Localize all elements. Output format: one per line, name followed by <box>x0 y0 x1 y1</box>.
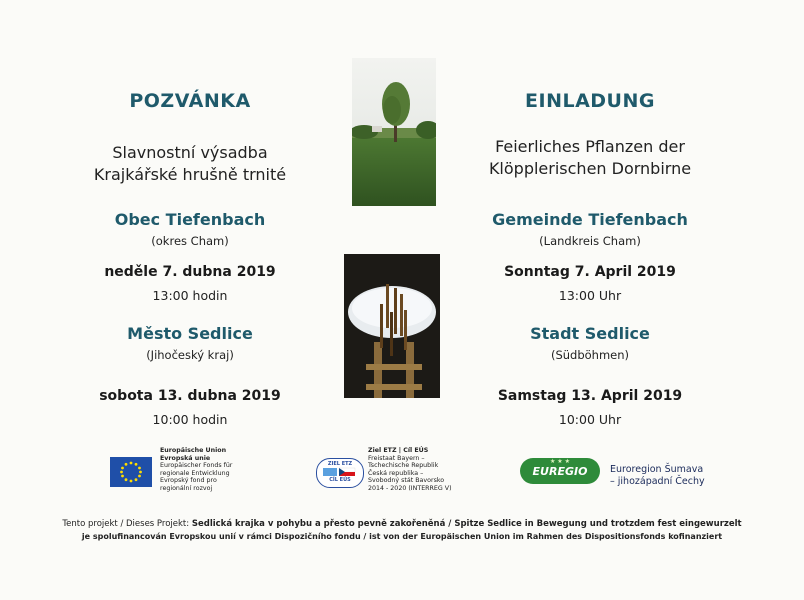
left-time1: 13:00 hodin <box>152 288 228 303</box>
eu-title2: Evropská unie <box>160 454 211 462</box>
left-date2: sobota 13. dubna 2019 <box>99 388 281 404</box>
right-region1: (Landkreis Cham) <box>539 234 641 248</box>
left-date1: neděle 7. dubna 2019 <box>104 264 276 280</box>
left-region2: (Jihočeský kraj) <box>146 348 234 362</box>
euregio-logo-text <box>610 464 750 488</box>
right-date2: Samstag 13. April 2019 <box>497 388 683 404</box>
ziel-badge-bottom: CÍL EÚS <box>329 477 351 483</box>
right-region2: (Südböhmen) <box>550 348 630 362</box>
left-place2: Město Sedlice <box>127 324 253 343</box>
right-subtitle-line2: Klöpplerischen Dornbirne <box>488 159 692 178</box>
ziel-line2: Tschechische Republik <box>368 462 439 469</box>
ziel-etz-logo-icon <box>316 458 364 488</box>
ziel-logo-text <box>368 447 468 492</box>
ziel-line1: Freistaat Bayern – <box>368 454 425 462</box>
tree-photo <box>352 58 436 206</box>
ziel-line3: Česká republika – <box>368 469 424 477</box>
right-subtitle <box>440 136 740 180</box>
lace-pillow-photo <box>344 254 440 398</box>
left-subtitle <box>40 142 340 186</box>
right-time2: 10:00 Uhr <box>558 412 622 427</box>
euregio-logo-icon <box>520 458 600 484</box>
right-place2: Stadt Sedlice <box>530 324 650 343</box>
ziel-line5: 2014 - 2020 (INTERREG V) <box>368 484 452 492</box>
left-region1: (okres Cham) <box>151 234 229 248</box>
euregio-line1: Euroregion Šumava <box>610 464 704 475</box>
eu-line1: Europäischer Fonds für <box>160 462 233 469</box>
right-time1: 13:00 Uhr <box>558 288 622 303</box>
euregio-line2: – jihozápadní Čechy <box>610 476 705 487</box>
eu-title1: Europäische Union <box>160 447 227 454</box>
left-place1: Obec Tiefenbach <box>114 210 266 229</box>
right-place1: Gemeinde Tiefenbach <box>492 210 688 229</box>
eu-logo-text <box>160 447 280 492</box>
left-heading: POZVÁNKA <box>129 90 251 112</box>
ziel-line4: Svobodný stát Bavorsko <box>368 477 445 484</box>
eu-line4: regionální rozvoj <box>160 484 213 492</box>
footer-project-title: Sedlická krajka v pohybu a přesto pevně zakořeněná / Spitze Sedlice in Bewegung und trotzdem fest eingewurzelt <box>191 519 742 529</box>
right-subtitle-line1: Feierliches Pflanzen der <box>495 137 685 156</box>
euregio-badge: EUREGIO <box>532 465 588 478</box>
eu-flag-icon <box>110 457 152 487</box>
right-heading: EINLADUNG <box>525 90 655 112</box>
footer-prefix: Tento projekt / Dieses Projekt: <box>62 519 190 529</box>
left-subtitle-line1: Slavnostní výsadba <box>112 143 268 162</box>
ziel-badge-top: ZIEL ETZ <box>327 461 353 467</box>
left-time2: 10:00 hodin <box>152 412 228 427</box>
left-subtitle-line2: Krajkářské hrušně trnité <box>93 165 287 184</box>
euregio-stars-icon: ★ ★ ★ <box>550 458 570 465</box>
right-date1: Sonntag 7. April 2019 <box>504 264 676 280</box>
eu-line3: Evropský fond pro <box>160 477 217 484</box>
footer-funding: je spolufinancován Evropskou unií v rámci Dispozičního fondu / ist von der Europäischen Union im Rahmen des Dispositionsfonds kofinanziert <box>81 532 723 541</box>
eu-line2: regionale Entwicklung <box>160 469 230 477</box>
ziel-title: Ziel ETZ | Cíl EÚS <box>368 447 429 454</box>
footer-project-line <box>0 519 804 529</box>
